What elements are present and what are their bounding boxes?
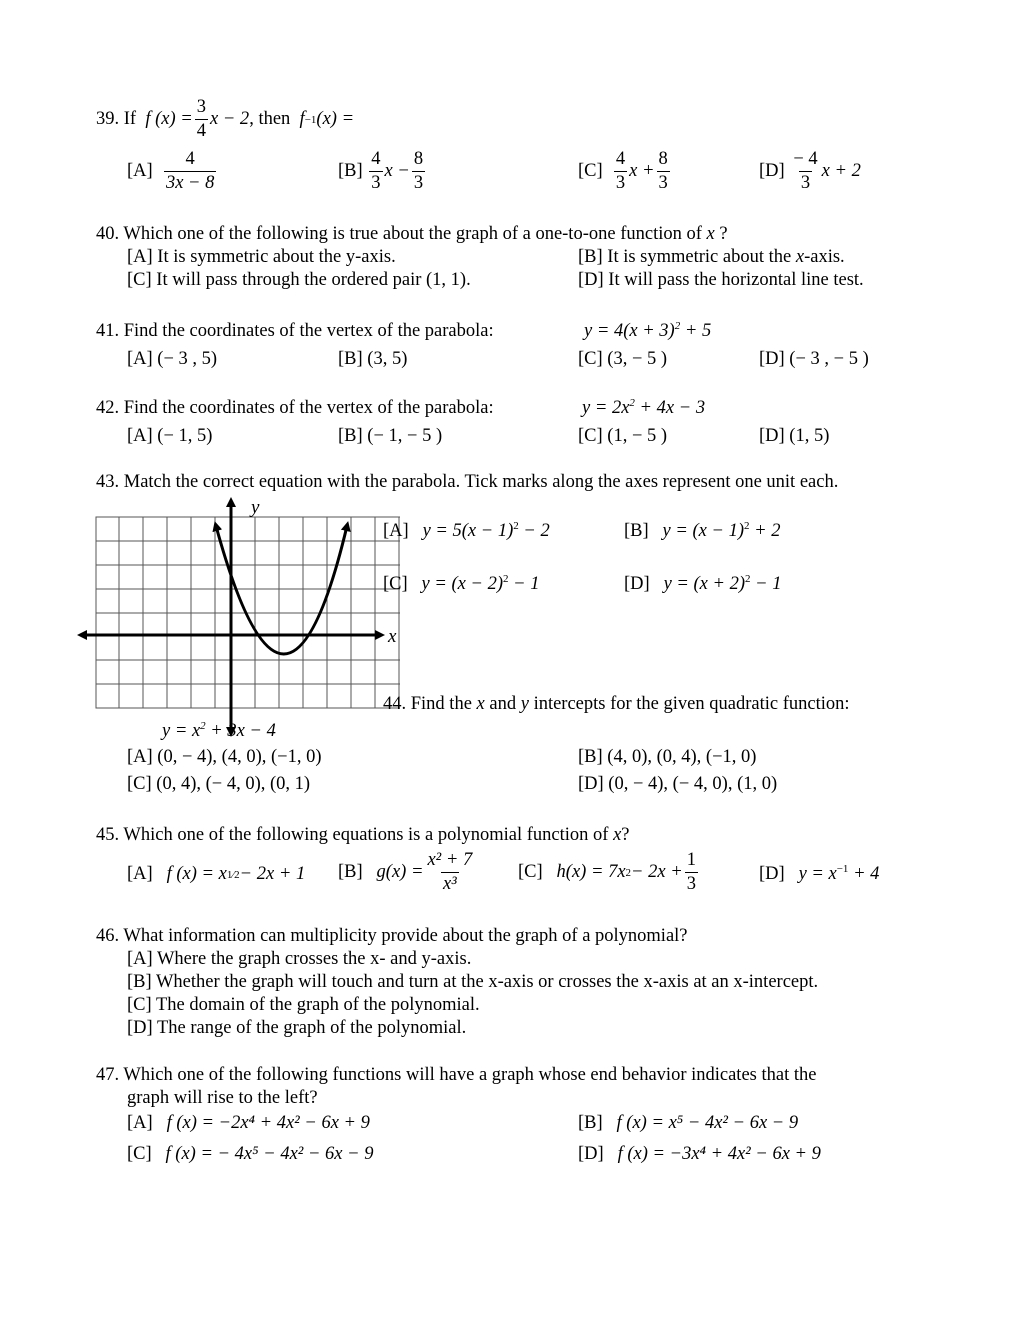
q43-option-a[interactable]: [A] $y = 5(x - 1)^2 - 2$: [383, 519, 550, 541]
q44-option-b[interactable]: [B] (4, 0), (0, 4), (−1, 0): [578, 747, 757, 767]
q45-option-a[interactable]: [A] f (x) = x 1⁄2 − 2x + 1: [127, 864, 306, 884]
grid: [96, 517, 400, 708]
q40-option-d[interactable]: [D] It will pass the horizontal line test.: [578, 270, 864, 290]
q42-equation: $y = 2x^2 + 4x - 3$: [582, 396, 706, 418]
q44-option-c[interactable]: [C] (0, 4), (− 4, 0), (0, 1): [127, 774, 311, 794]
q45-option-d[interactable]: [D] $y = x^{-1} + 4$: [759, 862, 880, 884]
q39-stem: 39. If f (x) = $\frac{3}{4}$ x − 2 , then f −1 (x) =: [96, 97, 355, 142]
q46-option-d[interactable]: [D] The range of the graph of the polynomial.: [127, 1018, 467, 1038]
q45-option-c[interactable]: [C] h(x) = 7x 2 − 2x + $\frac{1}{3}$: [518, 850, 696, 895]
q41-option-d[interactable]: [D] (− 3 , − 5 ): [759, 349, 869, 369]
q40-stem: 40. Which one of the following is true about the graph of a one-to-one function of x ?: [96, 224, 728, 244]
q39-option-d[interactable]: [D] $\frac{- 4}{3}$ x + 2: [759, 149, 861, 194]
q39-option-c[interactable]: [C] $\frac{4}{3}$ x + $\frac{8}{3}$: [578, 149, 668, 194]
q41-option-b[interactable]: [B] (3, 5): [338, 349, 408, 369]
q41-option-a[interactable]: [A] (− 3 , 5): [127, 349, 218, 369]
q42-stem: 42. Find the coordinates of the vertex of the parabola:: [96, 398, 494, 418]
q42-option-d[interactable]: [D] (1, 5): [759, 426, 830, 446]
q39-fx: f (x) =: [145, 109, 193, 130]
q42-option-b[interactable]: [B] (− 1, − 5 ): [338, 426, 443, 446]
q46-stem: 46. What information can multiplicity provide about the graph of a polynomial?: [96, 926, 688, 946]
q46-option-a[interactable]: [A] Where the graph crosses the x- and y-axis.: [127, 949, 472, 969]
q47-option-b[interactable]: [B] f (x) = x⁵ − 4x² − 6x − 9: [578, 1113, 799, 1133]
q45-stem: 45. Which one of the following equations is a polynomial function of x?: [96, 825, 630, 845]
q41-stem: 41. Find the coordinates of the vertex of the parabola:: [96, 321, 494, 341]
q47-option-d[interactable]: [D] f (x) = −3x⁴ + 4x² − 6x + 9: [578, 1144, 821, 1164]
q44-option-a[interactable]: [A] (0, − 4), (4, 0), (−1, 0): [127, 747, 322, 767]
q43-option-d[interactable]: [D] $y = (x + 2)^2 - 1$: [624, 572, 782, 594]
x-axis-label: x: [388, 626, 397, 647]
q42-option-a[interactable]: [A] (− 1, 5): [127, 426, 213, 446]
q39-then: , then: [249, 109, 291, 130]
q42-option-c[interactable]: [C] (1, − 5 ): [578, 426, 668, 446]
q47-option-c[interactable]: [C] f (x) = − 4x⁵ − 4x² − 6x − 9: [127, 1144, 374, 1164]
q43-option-c[interactable]: [C] $y = (x - 2)^2 - 1$: [383, 572, 540, 594]
q40-option-b[interactable]: [B] It is symmetric about the x-axis.: [578, 247, 845, 267]
q47-stem-line1: 47. Which one of the following functions will have a graph whose end behavior indicates that the: [96, 1065, 817, 1085]
q47-option-a[interactable]: [A] f (x) = −2x⁴ + 4x² − 6x + 9: [127, 1113, 370, 1133]
q47-stem-line2: graph will rise to the left?: [127, 1088, 318, 1108]
q43-parabola-graph: [70, 492, 400, 757]
q46-option-c[interactable]: [C] The domain of the graph of the polynomial.: [127, 995, 480, 1015]
q39-finv: f: [299, 109, 305, 130]
q44-option-d[interactable]: [D] (0, − 4), (− 4, 0), (1, 0): [578, 774, 778, 794]
q43-option-b[interactable]: [B] $y = (x - 1)^2 + 2$: [624, 519, 781, 541]
q40-option-c[interactable]: [C] It will pass through the ordered pair (1, 1).: [127, 270, 471, 290]
q41-equation: $y = 4(x + 3)^2 + 5$: [584, 319, 712, 341]
q44-function: $y = x^2 + 3x - 4$: [162, 719, 276, 741]
q39-rest: x − 2: [209, 109, 250, 130]
q46-option-b[interactable]: [B] Whether the graph will touch and turn at the x-axis or crosses the x-axis at an x-intercept.: [127, 972, 819, 992]
q45-option-b[interactable]: [B] g(x) = $\frac{\text{x² + 7}}{\text{x³}}$: [338, 850, 473, 895]
q39-finv-rest: (x) =: [316, 109, 355, 130]
q43-stem: 43. Match the correct equation with the parabola. Tick marks along the axes represent one unit each.: [96, 472, 839, 492]
q39-prefix: 39. If: [96, 109, 137, 130]
y-axis-label: y: [251, 497, 260, 518]
q39-option-a[interactable]: [A] $\frac{4}{3x - 8}$: [127, 149, 215, 194]
q39-option-b[interactable]: [B] $\frac{4}{3}$ x − $\frac{8}{3}$: [338, 149, 424, 194]
q39-fraction: $\frac{3}{4}$: [196, 97, 206, 142]
q41-option-c[interactable]: [C] (3, − 5 ): [578, 349, 668, 369]
q40-option-a[interactable]: [A] It is symmetric about the y-axis.: [127, 247, 396, 267]
q44-stem: 44. Find the x and y intercepts for the given quadratic function:: [383, 694, 850, 714]
